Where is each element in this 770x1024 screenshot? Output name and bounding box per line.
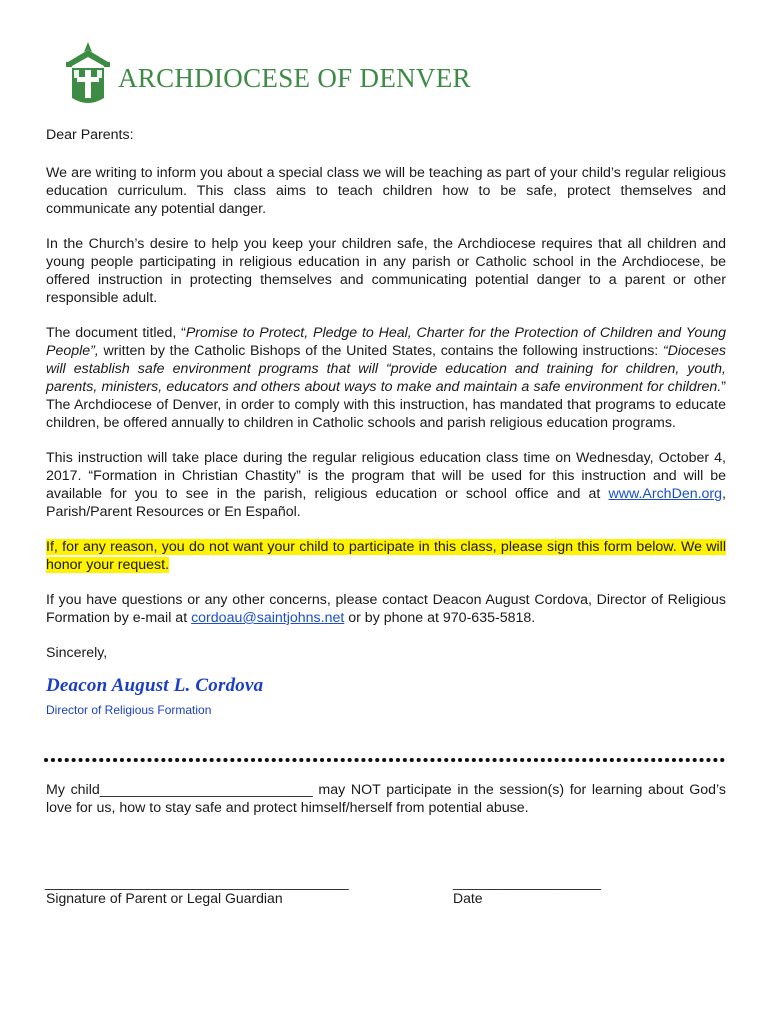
letter-body [46,126,726,719]
organization-name: ARCHDIOCESE OF DENVER [118,63,471,93]
signature: Deacon August L. Cordova [46,675,264,696]
charter-text-c: ” The Archdiocese of Denver, in order to comply with this instruction, has mandated that programs to educate children, be offered annually to children in Catholic schools and parish religious education programs. [46,379,726,431]
paragraph-opt-out [46,538,726,574]
date-line[interactable]: ___________________ [453,874,601,890]
paragraph-church-desire: In the Church’s desire to help you keep your children safe, the Archdiocese requires that all children and young people participating in religious education in any parish or Catholic school in the Archdiocese, be offered instruction in protecting themselves and communicating potential danger to a parent or other responsible adult. [46,236,726,306]
parent-signature-label: Signature of Parent or Legal Guardian [46,890,283,906]
closing: Sincerely, [46,645,108,661]
greeting: Dear Parents: [46,127,134,143]
cathedral-cross-shield-icon [62,40,114,110]
paragraph-contact [46,591,726,627]
archden-link[interactable]: www.ArchDen.org [608,486,723,502]
cut-line-divider [44,756,728,764]
signer-title: Director of Religious Formation [46,703,212,717]
schedule-text-b: , Parish/Parent Resources or En Español. [46,486,726,520]
archdiocese-logo [62,40,471,110]
charter-document-title: Promise to Protect, Pledge to Heal, Charter for the Protection of Children and Young People”, [46,325,726,359]
schedule-text-a: This instruction will take place during the regular religious education class time on Wednesday, October 4, 2017. “Formation in Christian Chastity” is the program that will be used for this instruction and will be available for you to see in the parish, religious education or school office and at [46,450,726,502]
consent-statement: My child___________________________ may NOT participate in the session(s) for learning about God’s love for us, how to stay safe and protect himself/herself from potential abuse. [46,782,726,816]
parent-signature-line[interactable]: _______________________________________ [45,874,349,890]
contact-text-b: or by phone at 970-635-5818. [344,610,536,626]
charter-quote: “Dioceses will establish safe environment programs that will “provide education and training for children, youth, parents, ministers, educators and others about ways to make and maintain a safe environment for children. [46,343,726,395]
opt-out-highlight: If, for any reason, you do not want your child to participate in this class, please sign this form below. We will honor your request. [46,539,726,573]
date-label: Date [453,890,483,906]
charter-text-b: written by the Catholic Bishops of the United States, contains the following instructions: [98,343,663,359]
paragraph-schedule [46,449,726,521]
contact-text-a: If you have questions or any other concerns, please contact Deacon August Cordova, Director of Religious Formation by e-mail at [46,592,726,626]
paragraph-intro: We are writing to inform you about a special class we will be teaching as part of your child’s regular religious education curriculum. This class aims to teach children how to be safe, protect themselves and communicate any potential danger. [46,165,726,217]
charter-text-a: The document titled, “ [46,325,186,341]
contact-email-link[interactable]: cordoau@saintjohns.net [191,610,345,626]
paragraph-charter [46,324,726,432]
